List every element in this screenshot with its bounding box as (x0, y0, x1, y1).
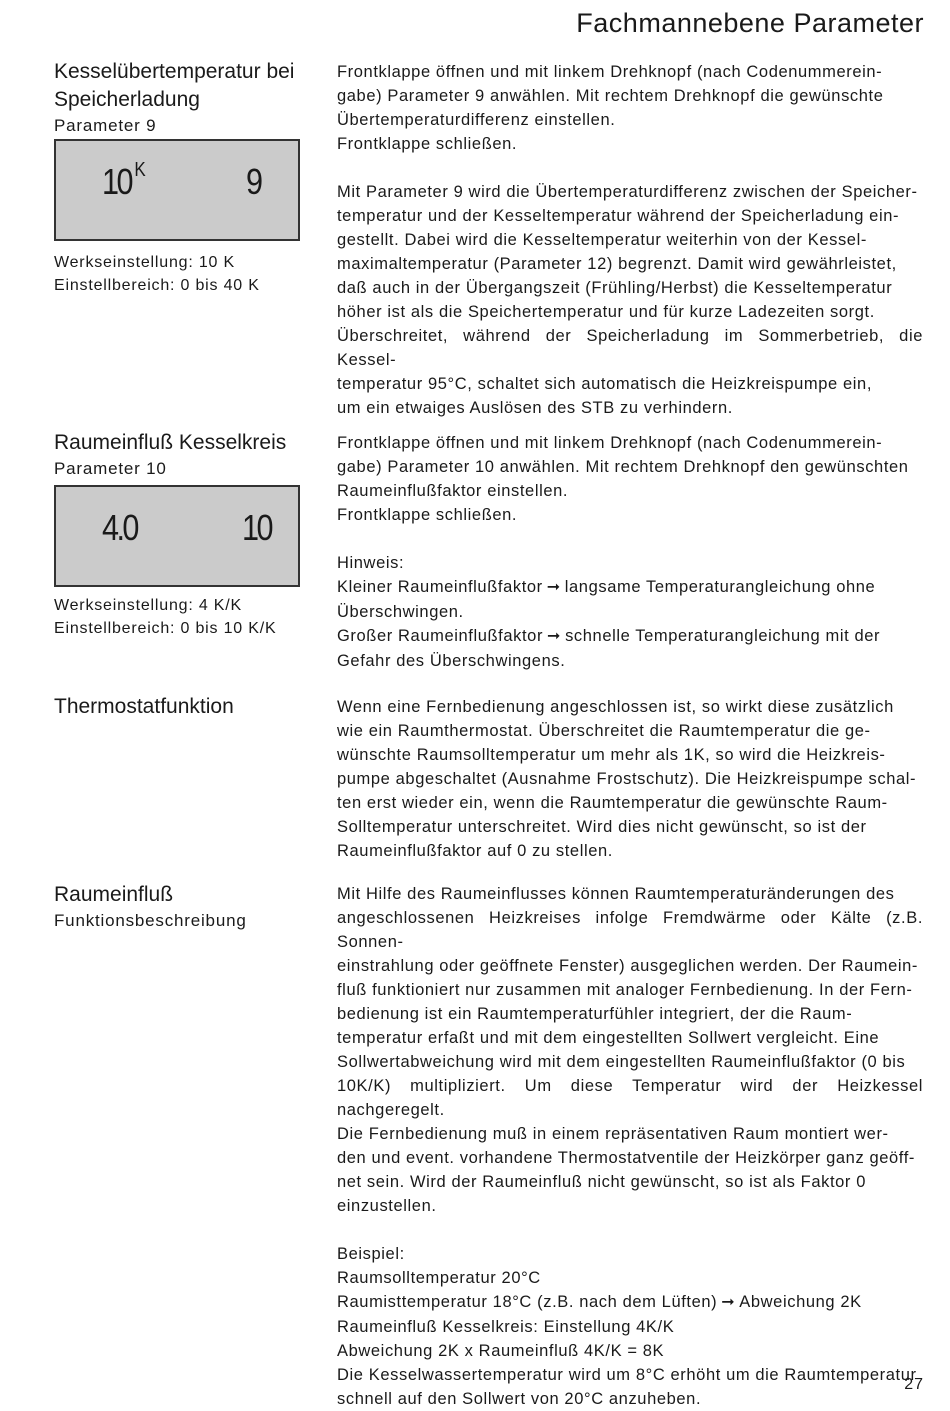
text-line: Wenn eine Fernbedienung angeschlossen ist, so wirkt diese zusätzlich (337, 698, 894, 716)
text-line: Sollwertabweichung wird mit dem eingestellten Raumeinflußfaktor (0 bis (337, 1053, 906, 1071)
display-value: 4.0 (102, 507, 137, 548)
text-line: Raumeinflußfaktor einstellen. (337, 482, 569, 500)
text-line: pumpe abgeschaltet (Ausnahme Frostschutz). Die Heizkreispumpe schal- (337, 770, 917, 788)
section-title: Raumeinfluß Kesselkreis (54, 431, 287, 454)
text-line: fluß funktioniert nur zusammen mit analoger Fernbedienung. In der Fern- (337, 981, 913, 999)
text-line: gabe) Parameter 9 anwählen. Mit rechtem Drehknopf die gewünschte (337, 87, 884, 105)
parameter-label: Parameter 10 (54, 459, 167, 478)
text-line: um ein etwaiges Auslösen des STB zu verhindern. (337, 399, 733, 417)
text-line: Frontklappe schließen. (337, 135, 518, 153)
default-setting: Werkseinstellung: 10 K (54, 254, 235, 271)
section-settings (54, 594, 314, 640)
parameter-label: Parameter 9 (54, 116, 157, 135)
text-line: Frontklappe öffnen und mit linkem Drehknopf (nach Codenummerein- (337, 63, 883, 81)
example-line: Raumisttemperatur 18°C (z.B. nach dem Lüften) ➞ Abweichung 2K (337, 1290, 923, 1315)
text-line: temperatur erfaßt und mit dem eingestellten Sollwert vergleicht. Eine (337, 1029, 880, 1047)
parameter-display (54, 485, 300, 587)
text-line: net sein. Wird der Raumeinfluß nicht gewünscht, so ist als Faktor 0 (337, 1173, 866, 1191)
section-kesseluebertemperatur-body (337, 60, 923, 420)
display-parameter-number: 10 (242, 507, 271, 548)
section-title: Raumeinfluß (54, 883, 174, 906)
hint-line: Großer Raumeinflußfaktor ➞ schnelle Temperaturangleichung mit der (337, 624, 923, 649)
text-line: Frontklappe schließen. (337, 506, 518, 524)
page-number: 27 (904, 1376, 924, 1393)
text-line: 10K/K) multipliziert. Um diese Temperatur wird der Heizkessel nachgeregelt. (337, 1077, 923, 1119)
text-line: wie ein Raumthermostat. Überschreitet die Raumtemperatur die ge- (337, 722, 871, 740)
text-line: Mit Parameter 9 wird die Übertemperaturdifferenz zwischen der Speicher- (337, 183, 918, 201)
example-line: Abweichung 2K x Raumeinfluß 4K/K = 8K (337, 1342, 665, 1360)
example-line: Raumeinfluß Kesselkreis: Einstellung 4K/K (337, 1318, 675, 1336)
text-line: temperatur und der Kesseltemperatur während der Speicherladung ein- (337, 207, 900, 225)
text-line: Mit Hilfe des Raumeinflusses können Raumtemperaturänderungen des (337, 885, 895, 903)
section-raumeinfluss-body (337, 882, 923, 1411)
text-line: gabe) Parameter 10 anwählen. Mit rechtem Drehknopf den gewünschten (337, 458, 909, 476)
text-line: angeschlossenen Heizkreises infolge Fremdwärme oder Kälte (z.B. Sonnen- (337, 909, 923, 951)
section-raumeinfluss-kesselkreis-heading (54, 429, 314, 481)
setting-range: Einstellbereich: 0 bis 40 K (54, 277, 260, 294)
right-arrow-icon: ➞ (721, 1294, 736, 1311)
text-line: den und event. vorhandene Thermostatventile der Heizkörper ganz geöff- (337, 1149, 915, 1167)
text-line: einstrahlung oder geöffnete Fenster) ausgeglichen werden. Der Raumein- (337, 957, 919, 975)
section-raumeinfluss-kesselkreis-body (337, 431, 923, 673)
text-line: bedienung ist ein Raumtemperaturfühler integriert, der die Raum- (337, 1005, 853, 1023)
text-line: einzustellen. (337, 1197, 437, 1215)
default-setting: Werkseinstellung: 4 K/K (54, 597, 242, 614)
text-line: höher ist als die Speichertemperatur und für kurze Ladezeiten sorgt. (337, 303, 875, 321)
text-line: wünschte Raumsolltemperatur um mehr als 1K, so wird die Heizkreis- (337, 746, 886, 764)
hint-label: Hinweis: (337, 554, 405, 572)
section-thermostatfunktion-body (337, 695, 923, 863)
text-line: gestellt. Dabei wird die Kesseltemperatur weiterhin von der Kessel- (337, 231, 867, 249)
text-line: daß auch in der Übergangszeit (Frühling/Herbst) die Kesseltemperatur (337, 279, 893, 297)
text-line: maximaltemperatur (Parameter 12) begrenzt. Damit wird gewährleistet, (337, 255, 897, 273)
section-subtitle: Funktionsbeschreibung (54, 911, 247, 930)
text-line: Gefahr des Überschwingens. (337, 652, 566, 670)
setting-range: Einstellbereich: 0 bis 10 K/K (54, 620, 277, 637)
example-label: Beispiel: (337, 1245, 405, 1263)
text-line: ten erst wieder ein, wenn die Raumtemperatur die gewünschte Raum- (337, 794, 888, 812)
example-line: schnell auf den Sollwert von 20°C anzuheben. (337, 1390, 702, 1408)
display-unit: K (134, 159, 146, 181)
section-settings (54, 251, 314, 297)
section-kesseluebertemperatur-heading (54, 58, 314, 138)
right-arrow-icon: ➞ (546, 579, 561, 596)
section-title: Kesselübertemperatur bei (54, 60, 295, 83)
display-value: 10 $^K$ (102, 159, 146, 202)
text-line: temperatur 95°C, schaltet sich automatisch die Heizkreispumpe ein, (337, 375, 873, 393)
text-line: Übertemperaturdifferenz einstellen. (337, 111, 616, 129)
text-line: Solltemperatur unterschreitet. Wird dies nicht gewünscht, so ist der (337, 818, 867, 836)
example-line: Die Kesselwassertemperatur wird um 8°C erhöht um die Raumtemperatur (337, 1366, 917, 1384)
text-line: Die Fernbedienung muß in einem repräsentativen Raum montiert wer- (337, 1125, 889, 1143)
parameter-display (54, 139, 300, 241)
section-raumeinfluss-heading (54, 881, 314, 933)
section-thermostatfunktion-heading (54, 693, 314, 721)
page-header: Fachmannebene Parameter (576, 8, 924, 38)
text-line: Überschreitet, während der Speicherladung im Sommerbetrieb, die Kessel- (337, 327, 923, 369)
text-line: Frontklappe öffnen und mit linkem Drehknopf (nach Codenummerein- (337, 434, 883, 452)
section-title: Thermostatfunktion (54, 695, 234, 718)
section-title: Speicherladung (54, 88, 200, 111)
hint-line: Kleiner Raumeinflußfaktor ➞ langsame Temperaturangleichung ohne (337, 575, 923, 600)
display-parameter-number: 9 (246, 161, 261, 202)
right-arrow-icon: ➞ (547, 628, 562, 645)
text-line: Raumeinflußfaktor auf 0 zu stellen. (337, 842, 613, 860)
example-line: Raumsolltemperatur 20°C (337, 1269, 541, 1287)
text-line: Überschwingen. (337, 603, 464, 621)
